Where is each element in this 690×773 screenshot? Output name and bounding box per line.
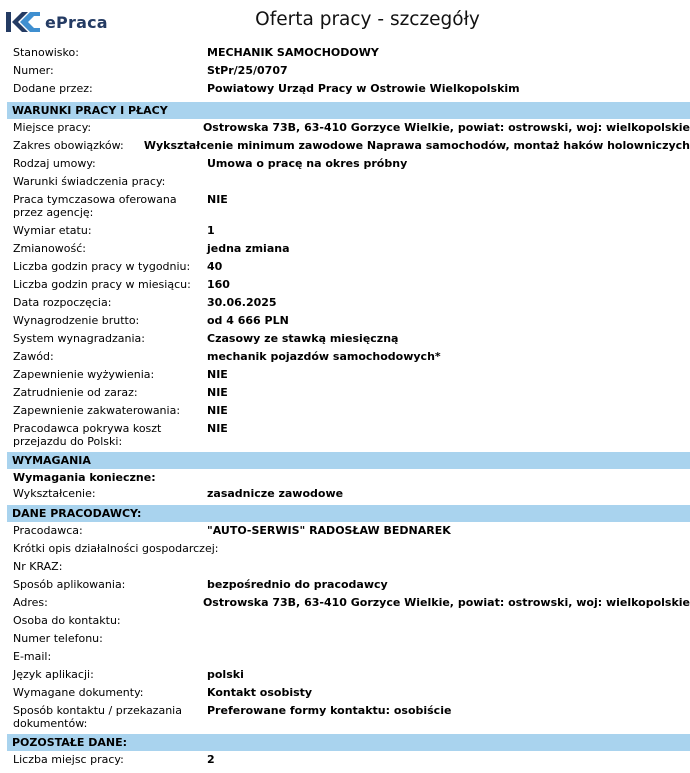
section-header-warunki: WARUNKI PRACY I PŁACY bbox=[7, 102, 690, 119]
field-value bbox=[207, 614, 690, 632]
section-header-pozostale: POZOSTAŁE DANE: bbox=[7, 734, 690, 751]
info-row bbox=[7, 332, 690, 350]
info-row bbox=[7, 422, 690, 450]
field-label: Dodane przez: bbox=[13, 82, 93, 95]
info-row bbox=[7, 704, 690, 732]
info-row bbox=[7, 614, 690, 632]
info-row bbox=[7, 368, 690, 386]
field-label: Miejsce pracy: bbox=[13, 121, 92, 134]
field-label: Stanowisko: bbox=[13, 46, 79, 59]
field-value: "AUTO-SERWIS" RADOSŁAW BEDNAREK bbox=[207, 524, 451, 537]
info-row bbox=[7, 632, 690, 650]
field-label: Pracodawca pokrywa koszt przejazdu do Polski: bbox=[13, 422, 162, 448]
field-label: Zawód: bbox=[13, 350, 54, 363]
field-label: E-mail: bbox=[13, 650, 52, 663]
page-title: Oferta pracy - szczegóły bbox=[255, 9, 480, 30]
info-row bbox=[7, 350, 690, 368]
info-row bbox=[7, 193, 690, 224]
info-row bbox=[7, 121, 690, 139]
field-value: NIE bbox=[207, 386, 228, 399]
info-row bbox=[7, 260, 690, 278]
field-label: Numer telefonu: bbox=[13, 632, 103, 645]
field-label: Rodzaj umowy: bbox=[13, 157, 96, 170]
info-row bbox=[7, 314, 690, 332]
info-row bbox=[7, 524, 690, 542]
logo-text: ePraca bbox=[45, 12, 108, 32]
field-label: Zapewnienie zakwaterowania: bbox=[13, 404, 181, 417]
field-label: Wymiar etatu: bbox=[13, 224, 92, 237]
field-label: Numer: bbox=[13, 64, 54, 77]
field-value: Powiatowy Urząd Pracy w Ostrowie Wielkopolskim bbox=[207, 82, 520, 95]
field-label: Liczba miejsc pracy: bbox=[13, 753, 124, 766]
field-value bbox=[207, 650, 690, 668]
info-row bbox=[7, 43, 690, 64]
field-value bbox=[207, 632, 690, 650]
warunki-block bbox=[7, 121, 690, 450]
field-label: Adres: bbox=[13, 596, 48, 609]
field-value: MECHANIK SAMOCHODOWY bbox=[207, 46, 379, 59]
info-row bbox=[7, 650, 690, 668]
section-header-pracodawca: DANE PRACODAWCY: bbox=[7, 505, 690, 522]
field-label: Data rozpoczęcia: bbox=[13, 296, 112, 309]
field-label: Liczba godzin pracy w miesiącu: bbox=[13, 278, 191, 291]
info-row bbox=[7, 404, 690, 422]
field-value: jedna zmiana bbox=[207, 242, 290, 255]
field-value: Ostrowska 73B, 63-410 Gorzyce Wielkie, powiat: ostrowski, woj: wielkopolskie bbox=[202, 596, 690, 609]
field-value: 40 bbox=[207, 260, 223, 273]
info-row bbox=[7, 224, 690, 242]
info-row bbox=[7, 487, 690, 503]
field-value: bezpośrednio do pracodawcy bbox=[207, 578, 388, 591]
info-row bbox=[7, 686, 690, 704]
intro-block bbox=[7, 43, 690, 100]
info-row bbox=[7, 175, 690, 193]
field-value: NIE bbox=[207, 404, 228, 417]
field-label: Nr KRAZ: bbox=[13, 560, 63, 573]
field-label: Wymagane dokumenty: bbox=[13, 686, 144, 699]
field-label: Zapewnienie wyżywienia: bbox=[13, 368, 155, 381]
field-label: Wynagrodzenie brutto: bbox=[13, 314, 140, 327]
pozostale-block bbox=[7, 753, 690, 769]
info-row bbox=[7, 139, 690, 157]
field-value: NIE bbox=[207, 368, 228, 381]
info-row bbox=[7, 578, 690, 596]
info-row bbox=[7, 560, 690, 578]
field-label: Zatrudnienie od zaraz: bbox=[13, 386, 138, 399]
wymagania-block bbox=[7, 471, 690, 503]
field-label: Osoba do kontaktu: bbox=[13, 614, 121, 627]
info-row bbox=[7, 242, 690, 260]
field-label: Zmianowość: bbox=[13, 242, 86, 255]
section-header-wymagania: WYMAGANIA bbox=[7, 452, 690, 469]
info-row bbox=[7, 753, 690, 769]
field-label: Liczba godzin pracy w tygodniu: bbox=[13, 260, 191, 273]
field-value: Czasowy ze stawką miesięczną bbox=[207, 332, 399, 345]
info-row bbox=[7, 157, 690, 175]
field-value: mechanik pojazdów samochodowych* bbox=[207, 350, 441, 363]
field-value bbox=[207, 560, 690, 578]
offer-document bbox=[7, 43, 690, 769]
field-value: od 4 666 PLN bbox=[207, 314, 289, 327]
field-value bbox=[207, 542, 690, 560]
field-label: Sposób kontaktu / przekazania dokumentów: bbox=[13, 704, 182, 730]
field-value: NIE bbox=[207, 193, 228, 206]
info-row bbox=[7, 542, 690, 560]
field-value bbox=[207, 175, 690, 193]
field-value: polski bbox=[207, 668, 244, 681]
field-value: Kontakt osobisty bbox=[207, 686, 313, 699]
field-value: zasadnicze zawodowe bbox=[207, 487, 344, 500]
field-value: 160 bbox=[207, 278, 230, 291]
pracodawca-block bbox=[7, 524, 690, 732]
info-row bbox=[7, 296, 690, 314]
info-row bbox=[7, 64, 690, 82]
field-value: Preferowane formy kontaktu: osobiście bbox=[207, 704, 452, 717]
info-row bbox=[7, 278, 690, 296]
info-row bbox=[7, 668, 690, 686]
field-label: System wynagradzania: bbox=[13, 332, 145, 345]
field-value: Umowa o pracę na okres próbny bbox=[207, 157, 408, 170]
info-row bbox=[7, 596, 690, 614]
field-label: Sposób aplikowania: bbox=[13, 578, 126, 591]
field-value: Wykształcenie minimum zawodowe Naprawa samochodów, montaż haków holowniczych bbox=[143, 139, 690, 152]
field-value: NIE bbox=[207, 422, 228, 435]
field-label: Język aplikacji: bbox=[13, 668, 94, 681]
field-label: Pracodawca: bbox=[13, 524, 83, 537]
field-value: 30.06.2025 bbox=[207, 296, 277, 309]
field-value: Ostrowska 73B, 63-410 Gorzyce Wielkie, powiat: ostrowski, woj: wielkopolskie bbox=[202, 121, 690, 134]
field-value: StPr/25/0707 bbox=[207, 64, 288, 77]
field-label: Praca tymczasowa oferowana przez agencję: bbox=[13, 193, 177, 219]
info-row bbox=[7, 386, 690, 404]
field-value: 1 bbox=[207, 224, 215, 237]
field-label: Warunki świadczenia pracy: bbox=[13, 175, 166, 188]
required-subheading: Wymagania konieczne: bbox=[13, 471, 156, 484]
field-label: Zakres obowiązków: bbox=[13, 139, 124, 152]
page-header bbox=[0, 0, 690, 42]
field-value: 2 bbox=[207, 753, 215, 766]
field-label: Krótki opis działalności gospodarczej: bbox=[13, 542, 219, 555]
info-row bbox=[7, 82, 690, 100]
field-label: Wykształcenie: bbox=[13, 487, 96, 500]
